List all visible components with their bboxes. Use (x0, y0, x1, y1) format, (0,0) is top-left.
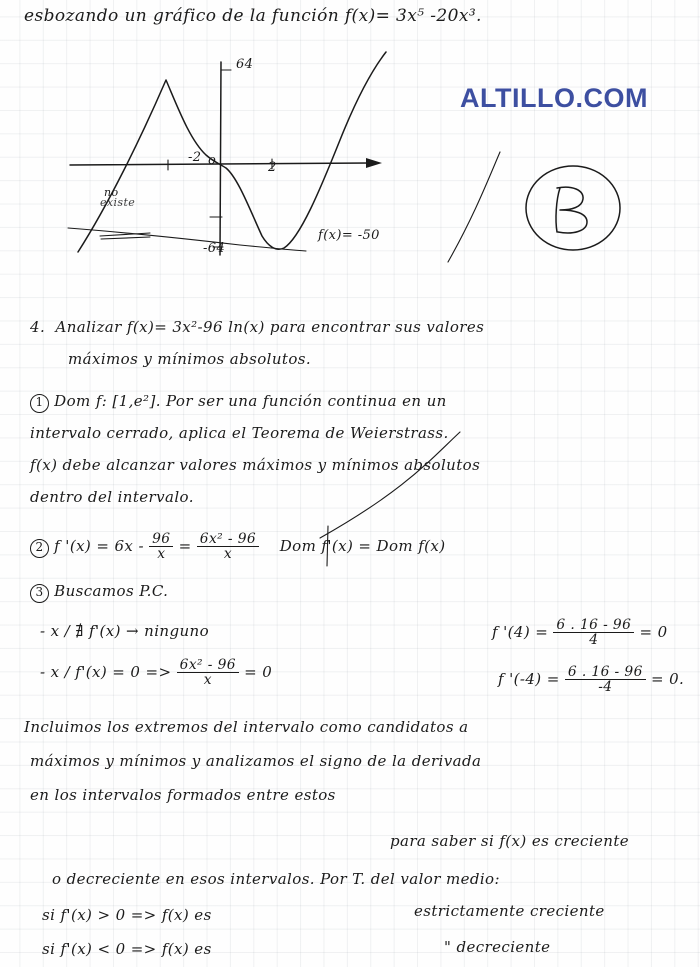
step3-bullet2 (40, 658, 272, 688)
side-calc-2-rhs: = 0. (650, 669, 685, 688)
paragraph-line1-text: Incluimos los extremos del intervalo como candidatos a (24, 718, 469, 736)
header-line (24, 6, 482, 26)
graph-tick-right (268, 160, 277, 175)
stray-pen-stroke-2 (440, 150, 510, 270)
step2-marker: 2 (30, 539, 49, 558)
closing-left2 (42, 906, 212, 924)
paragraph-line3-text: en los intervalos formados entre estos (30, 786, 336, 804)
graph-label-y-positive-text: 64 (236, 57, 254, 72)
side-calc-1-numerator: 6 . 16 - 96 (556, 617, 632, 633)
step3-bullet2-denominator: x (177, 672, 239, 687)
closing-right1-text: para saber si f(x) es creciente (390, 832, 630, 850)
closing-left2-text: si f'(x) > 0 => f(x) es (42, 906, 212, 924)
graph-tick-left-text: -2 (188, 150, 202, 165)
side-calc-2-numerator: 6 . 16 - 96 (567, 664, 643, 680)
step1-line4 (30, 488, 194, 506)
step2-equation (30, 532, 446, 562)
side-calc-2-fraction (565, 665, 646, 695)
closing-right1 (390, 832, 629, 850)
graph-sketch (0, 40, 470, 280)
step1-line2-text: intervalo cerrado, aplica el Teorema de Weierstrass. (30, 424, 449, 442)
graph-label-y-negative-text: -64 (203, 241, 226, 256)
step2-domain-note: Dom f'(x) = Dom f(x) (279, 536, 446, 555)
side-calc-2-denominator: -4 (565, 679, 646, 694)
step1-line2 (30, 424, 449, 442)
step2-separator-stroke (322, 524, 334, 568)
step3-bullet1-text: - x / ∄ f'(x) → ninguno (40, 622, 210, 640)
closing-right3 (444, 938, 550, 956)
paragraph-line3 (30, 786, 336, 804)
item4-number: 4. (30, 318, 46, 336)
graph-note-strike (100, 196, 135, 209)
closing-left1-text: o decreciente en esos intervalos. Por T. del valor medio: (52, 870, 500, 888)
graph-note-no-text: no (104, 186, 119, 199)
step3-title (30, 582, 168, 603)
closing-left3-text: si f'(x) < 0 => f(x) es (42, 940, 212, 958)
step1-line1 (30, 392, 447, 413)
graph-label-y-negative (203, 241, 225, 256)
side-calc-1-fraction (553, 618, 634, 648)
step1-line4-text: dentro del intervalo. (30, 488, 194, 506)
step2-equals: = (178, 536, 192, 555)
closing-right2 (414, 902, 605, 920)
graph-label-origin (208, 153, 216, 168)
step3-bullet2-lhs: - x / f'(x) = 0 => (40, 662, 172, 681)
side-calc-1-denominator: 4 (553, 632, 634, 647)
step2-frac1-denominator: x (149, 546, 173, 561)
graph-curve-label (318, 228, 380, 243)
step2-fraction-2 (197, 532, 259, 562)
closing-right3-text: " decreciente (444, 938, 551, 956)
watermark-altillo (460, 83, 648, 114)
step3-title-text: Buscamos P.C. (54, 582, 169, 600)
step2-frac1-numerator: 96 (152, 531, 171, 547)
side-calc-1-rhs: = 0 (639, 622, 668, 641)
step2-lhs: f '(x) = 6x - (54, 536, 144, 555)
closing-left1 (52, 870, 500, 888)
graph-tick-left (188, 150, 201, 165)
watermark-text: ALTILLO.COM (460, 83, 648, 113)
graph-tick-right-text: 2 (268, 160, 277, 175)
paragraph-line1 (24, 718, 468, 736)
side-calc-1 (492, 618, 668, 648)
paragraph-line2-text: máximos y mínimos y analizamos el signo de la derivada (30, 752, 482, 770)
header-line-text: esbozando un gráfico de la función f(x)= 3x⁵ -20x³. (24, 6, 482, 26)
step3-marker: 3 (30, 584, 49, 603)
step3-bullet2-rhs: = 0 (244, 662, 273, 681)
step2-frac2-numerator: 6x² - 96 (199, 531, 257, 547)
item4-line2 (68, 350, 311, 368)
side-calc-2-lhs: f '(-4) = (498, 669, 560, 688)
graph-label-y-positive (236, 57, 253, 72)
step2-fraction-1 (149, 532, 173, 562)
item4-line1 (30, 318, 484, 336)
step3-bullet2-numerator: 6x² - 96 (179, 657, 236, 673)
step3-bullet2-fraction (177, 658, 239, 688)
item4-text2: máximos y mínimos absolutos. (68, 350, 312, 368)
step1-line3 (30, 456, 480, 474)
step1-line1-text: Dom f: [1,e²]. Por ser una función continua en un (54, 392, 447, 410)
step1-marker: 1 (30, 394, 49, 413)
graph-label-origin-text: o (208, 153, 217, 168)
item4-text: Analizar f(x)= 3x²-96 ln(x) para encontrar sus valores (55, 318, 485, 336)
side-calc-1-lhs: f '(4) = (492, 622, 549, 641)
paragraph-line2 (30, 752, 481, 770)
step2-frac2-denominator: x (197, 546, 259, 561)
closing-right2-text: estrictamente creciente (414, 902, 605, 920)
graph-note-strike-text: existe (100, 196, 136, 209)
closing-left3 (42, 940, 212, 958)
step1-line3-text: f(x) debe alcanzar valores máximos y mínimos absolutos (30, 456, 481, 474)
step3-bullet1 (40, 622, 209, 640)
graph-curve-label-text: f(x)= -50 (318, 228, 380, 243)
side-calc-2 (498, 665, 684, 695)
